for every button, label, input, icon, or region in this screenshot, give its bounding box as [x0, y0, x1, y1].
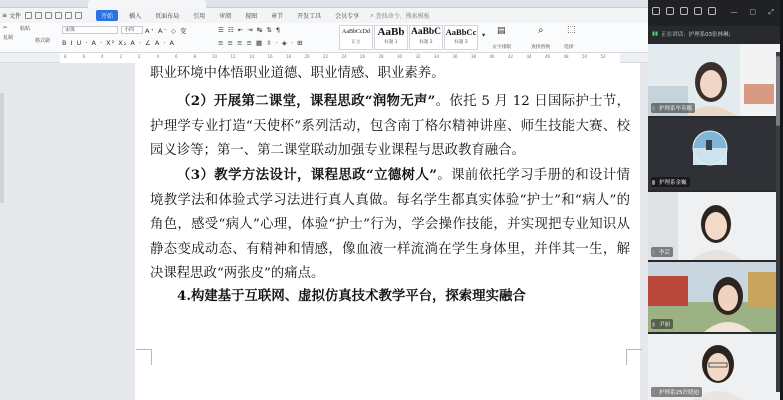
style-heading-1[interactable]: AaBb 标题 1 — [374, 25, 408, 50]
tab-review[interactable]: 审阅 — [219, 13, 232, 20]
tab-page-layout[interactable]: 页面布局 — [155, 13, 180, 20]
export-pdf-icon[interactable] — [35, 12, 42, 19]
ruler-number: 32 — [415, 54, 421, 59]
format-painter-button[interactable]: 格式刷 — [35, 38, 51, 44]
meeting-toolbar-icons — [652, 7, 716, 15]
menu-bar — [0, 8, 648, 23]
ruler-number: 8 — [64, 54, 67, 59]
title-bar — [0, 0, 648, 8]
tab-member[interactable]: 会员专享 — [335, 13, 360, 20]
paragraph-3 — [150, 163, 630, 287]
share-screen-icon[interactable] — [680, 7, 688, 15]
tab-view[interactable]: 视图 — [245, 13, 258, 20]
redo-icon[interactable] — [75, 12, 82, 19]
search-icon: ⌕ — [370, 11, 374, 19]
style-heading-2[interactable]: AaBbC 标题 2 — [409, 25, 443, 50]
paragraph-2 — [150, 89, 630, 164]
tab-section[interactable]: 章节 — [271, 13, 284, 20]
ruler-number: 6 — [175, 54, 178, 59]
file-menu[interactable] — [2, 11, 21, 20]
command-search[interactable] — [370, 11, 429, 20]
ruler-number: 42 — [508, 54, 514, 59]
camera-icon[interactable] — [666, 7, 674, 15]
font-size-tools[interactable]: A⁺ A⁻ ◇ 变 — [145, 27, 188, 35]
ruler-scale — [60, 53, 620, 63]
find-replace-icon[interactable]: ⌕ — [538, 25, 545, 36]
ruler-number: 18 — [286, 54, 292, 59]
ruler-number: 46 — [545, 54, 551, 59]
ruler-number: 28 — [378, 54, 384, 59]
file-menu-label: 文件 — [9, 13, 22, 20]
paragraph-2-heading: （2）开展第二课堂，课程思政“润物无声” — [177, 93, 436, 109]
ruler-number: 12 — [230, 54, 236, 59]
quick-access-toolbar — [25, 12, 82, 19]
participant-name: 护理系毕英娜 — [651, 103, 695, 113]
font-name-select[interactable]: 宋体 — [62, 26, 118, 34]
save-icon[interactable] — [25, 12, 32, 19]
participant-name: 护理系金巍 — [651, 177, 690, 187]
ruler-number: 38 — [471, 54, 477, 59]
video-tile[interactable] — [648, 262, 783, 332]
alignment-tools[interactable]: ≡ ≡ ≡ ≡ ▦ ⇳ · ◈ · ⊞ — [218, 39, 304, 47]
style-heading-3[interactable]: AaBbCc 标题 3 — [444, 25, 478, 50]
video-tile[interactable] — [648, 334, 783, 400]
styles-dropdown-icon[interactable]: ▾ — [482, 31, 487, 39]
paste-button[interactable]: 粘贴 — [20, 26, 31, 32]
undo-icon[interactable] — [65, 12, 72, 19]
ruler-number: 26 — [360, 54, 366, 59]
speaker-wave-icon: ▮▮ — [652, 31, 659, 37]
participant-name: 李芸 — [651, 247, 673, 257]
microphone-icon[interactable] — [652, 7, 660, 15]
ruler-number: 50 — [582, 54, 588, 59]
video-tile[interactable] — [648, 44, 783, 116]
ruler-number: 6 — [82, 54, 86, 59]
ruler-number: 2 — [119, 54, 123, 59]
ruler-number: 44 — [526, 54, 532, 59]
chat-icon[interactable] — [694, 7, 702, 15]
meeting-toolbar — [648, 0, 783, 26]
cut-button[interactable]: ✂ — [3, 25, 8, 31]
paragraph-3-body: 。课前依托学习手册的和设计情境教学法和体验式学习法进行真人真做。每名学生都真实体验“护士”和“病人”的角色，感受“病人”心理，体验“护士”行为，学会操作技能，并实现把专业知识从静态变成动态、有精神和情感，像血液一样流淌在学生身体里，并伴其一生，解决课程思政“两张皮”的痛点。 — [150, 168, 630, 282]
ruler-number: 2 — [138, 54, 141, 59]
ruler-number: 4 — [101, 54, 104, 59]
crop-mark-right — [626, 349, 642, 365]
ruler-number: 16 — [267, 54, 273, 59]
paragraph-3-heading: （3）教学方法设计，课程思政“立德树人” — [177, 167, 437, 183]
document-tab[interactable] — [88, 0, 206, 8]
ruler-number: 40 — [489, 54, 495, 59]
find-replace-label[interactable]: 查找替换 — [531, 45, 551, 50]
speaking-label: 正在讲话：护理系03张林琳; — [661, 32, 731, 38]
print-icon[interactable] — [45, 12, 52, 19]
ruler-number: 36 — [452, 54, 458, 59]
document-canvas[interactable] — [0, 63, 648, 400]
window-controls[interactable]: — ▢ ⤢ — [730, 8, 779, 16]
print-preview-icon[interactable] — [55, 12, 62, 19]
navigation-pane-handle[interactable] — [0, 93, 4, 203]
ruler-number: 10 — [212, 54, 218, 59]
command-search-placeholder: 查找命令、搜索模板 — [375, 13, 430, 20]
ruler-number: 8 — [193, 54, 197, 59]
horizontal-ruler[interactable] — [0, 53, 648, 63]
font-format-tools[interactable]: B I U · A · X² X₂ A · ∠ A · A — [62, 39, 175, 47]
ruler-number: 34 — [434, 54, 440, 59]
ruler-number: 14 — [249, 54, 255, 59]
text-layout-label[interactable]: 文字排版 — [492, 45, 512, 50]
ruler-number: 22 — [323, 54, 329, 59]
ruler-number: 52 — [600, 54, 606, 59]
ribbon-home — [0, 23, 648, 53]
speaking-indicator — [652, 28, 780, 40]
select-icon[interactable]: ⬚ — [567, 25, 577, 35]
section-heading-4: 4.构建基于互联网、虚拟仿真技术教学平台，探索理实融合 — [177, 288, 526, 304]
paragraph-2-body: 。依托 5 月 12 日国际护士节，护理学专业打造“天使杯”系列活动，包含南丁格尔精神讲座、师生技能大赛、校园义诊等；第一、第二课堂联动加强专业课程与思政教育融合。 — [150, 94, 630, 159]
participant-name: 护理系25许晓迪 — [651, 387, 702, 397]
participants-icon[interactable] — [708, 7, 716, 15]
ruler-number: 20 — [304, 54, 310, 59]
tab-developer[interactable]: 开发工具 — [297, 13, 322, 20]
crop-mark-left — [136, 349, 152, 365]
tab-references[interactable]: 引用 — [193, 13, 206, 20]
style-normal[interactable]: AaBbCcDd 正文 — [339, 25, 373, 50]
body-line-1: 职业环境中体悟职业道德、职业情感、职业素养。 — [150, 66, 445, 81]
text-layout-icon[interactable]: ▤ — [497, 26, 507, 36]
tab-home[interactable]: 开始 — [96, 10, 118, 21]
video-tile[interactable] — [648, 192, 783, 260]
participant-name: 尹丽 — [651, 319, 673, 329]
ruler-number: 48 — [563, 54, 569, 59]
font-size-select[interactable]: 小四 — [121, 26, 143, 34]
copy-button[interactable]: 复制 — [3, 35, 14, 41]
video-tile[interactable] — [648, 118, 783, 190]
hamburger-icon: ≡ — [2, 12, 8, 19]
select-label[interactable]: 选择 — [564, 45, 574, 50]
ruler-number: 30 — [397, 54, 403, 59]
ruler-number: 4 — [156, 54, 160, 59]
tab-insert[interactable]: 插入 — [129, 13, 142, 20]
ruler-number: 24 — [341, 54, 347, 59]
list-tools[interactable]: ☰ ☷ ⇤ ⇥ ↹ ⇅ ¶ — [218, 26, 281, 34]
